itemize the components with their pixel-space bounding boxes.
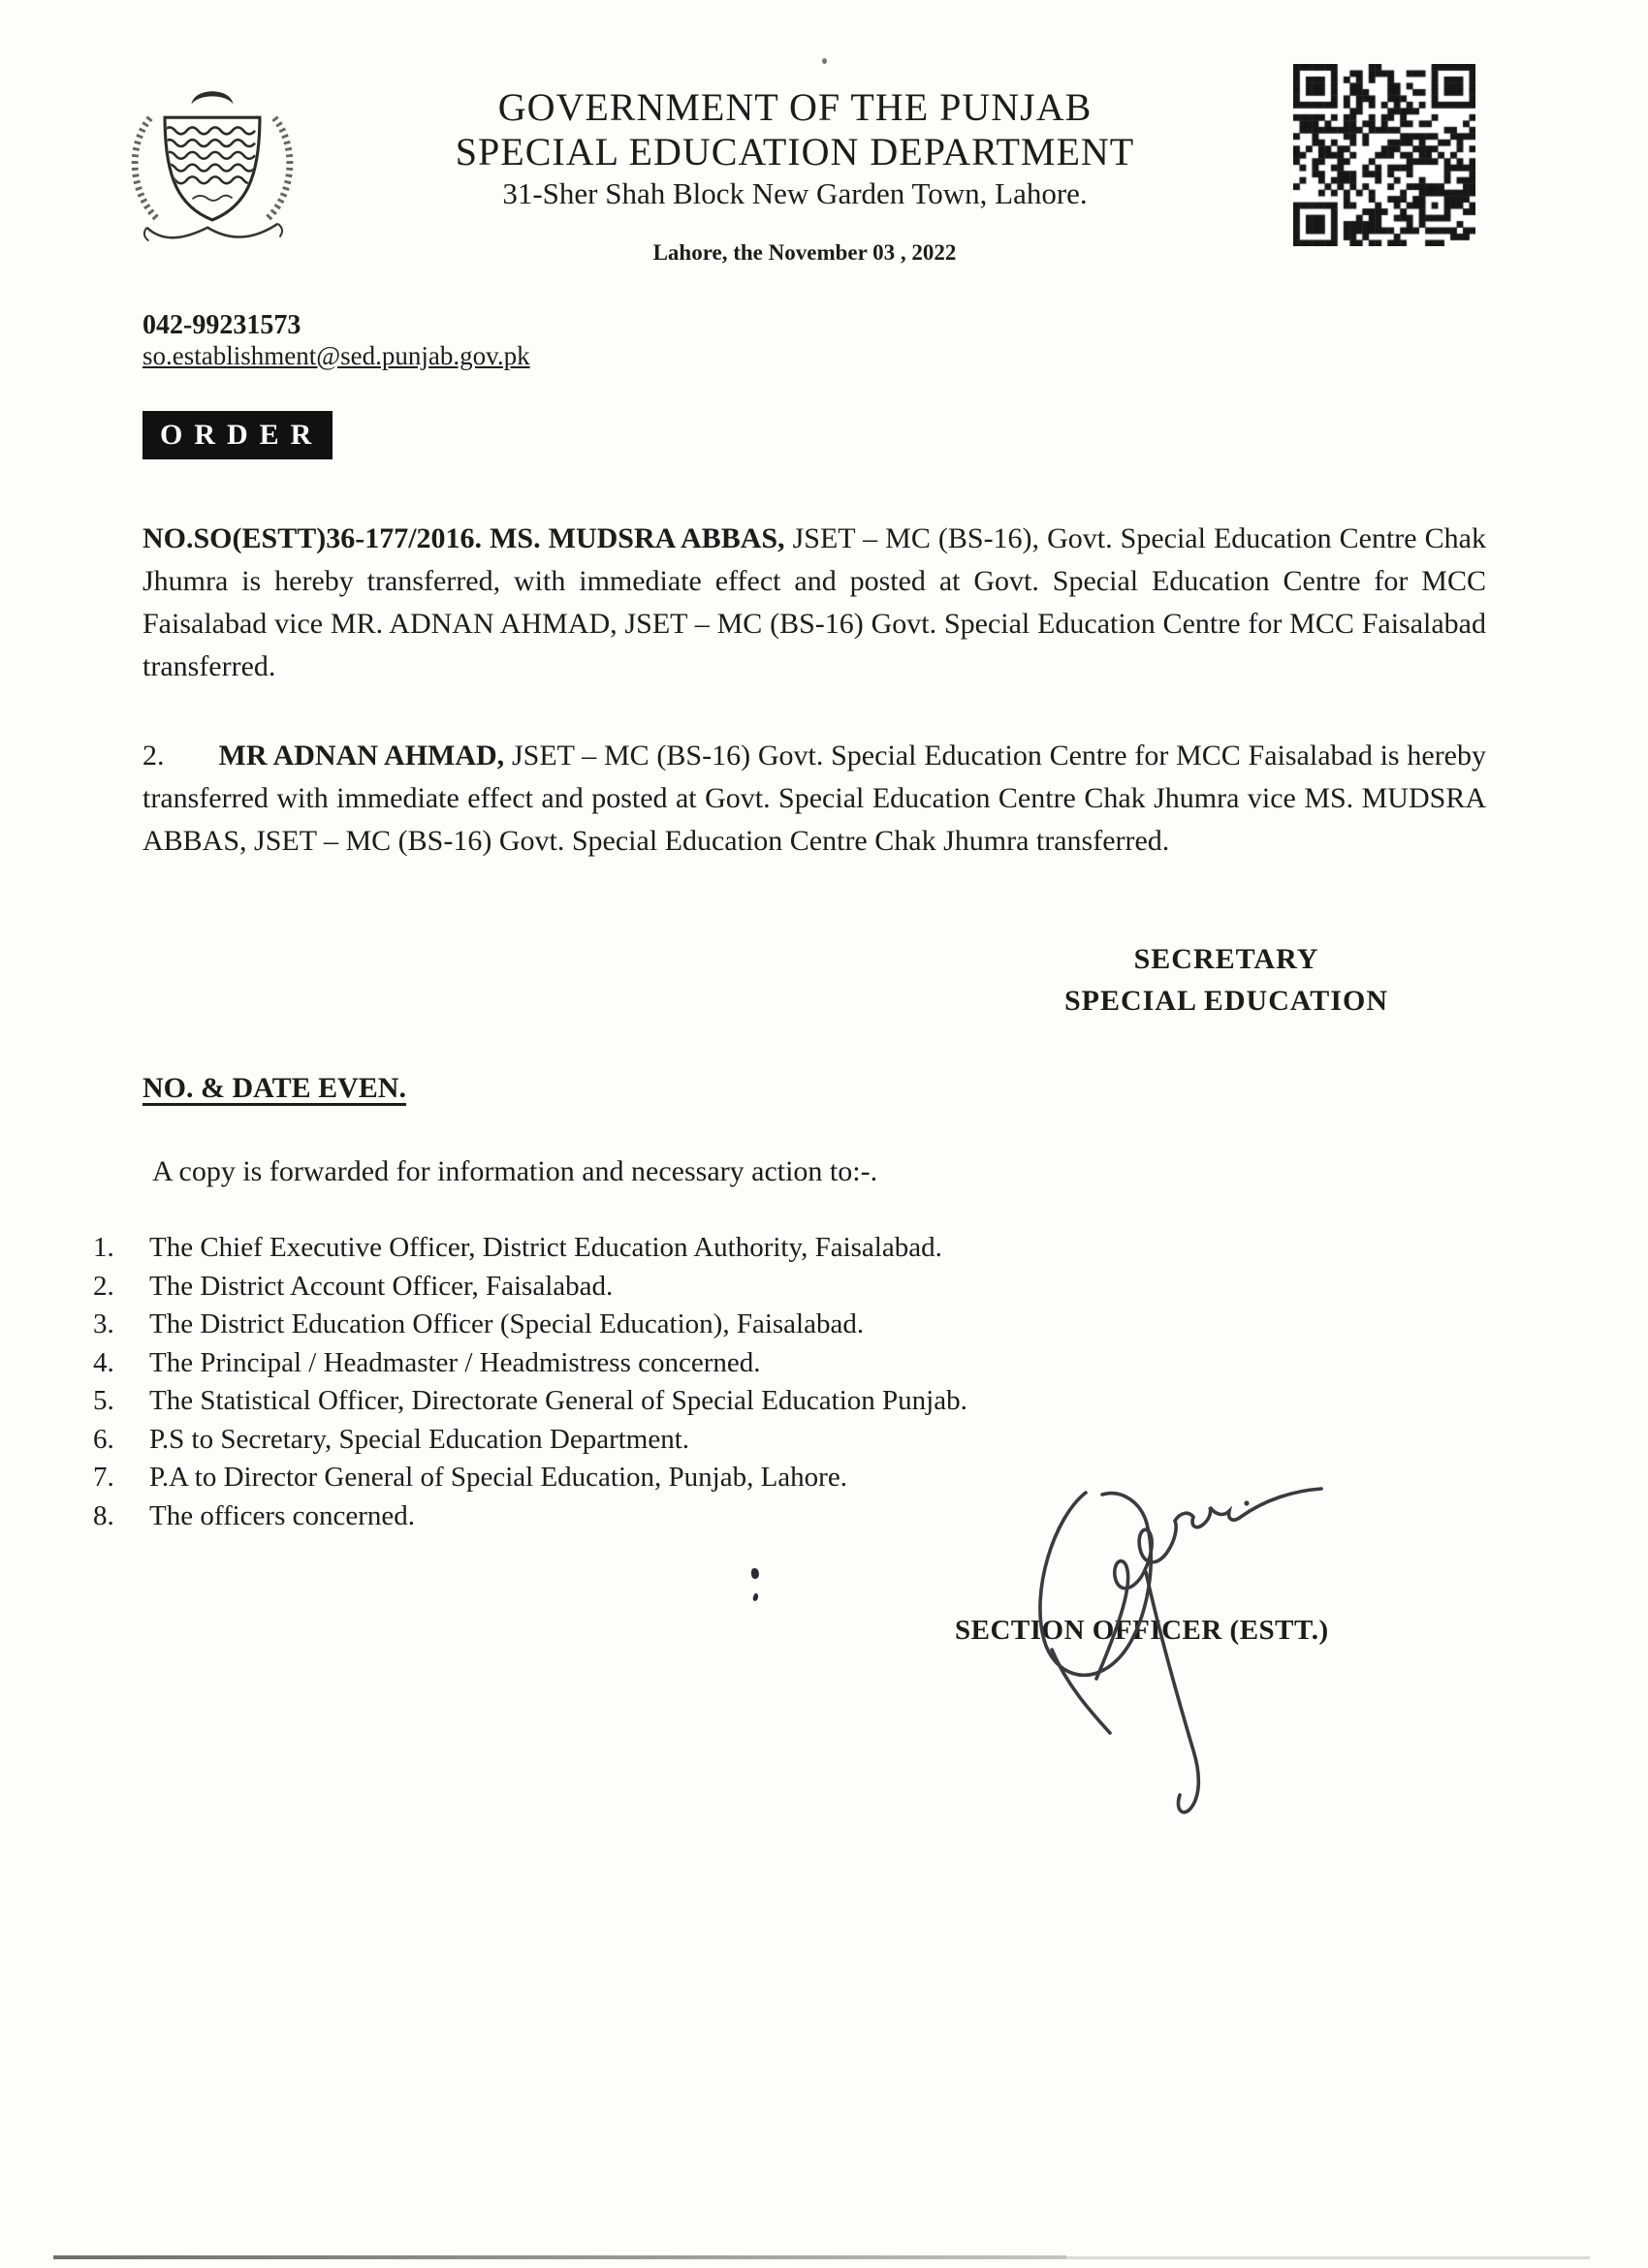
punjab-crest-logo	[122, 83, 302, 258]
signatory-title: SECRETARY	[1133, 943, 1319, 975]
handwritten-signature	[955, 1485, 1372, 1845]
para2-body: JSET – MC (BS-16) Govt. Special Education Centre for MCC Faisalabad is hereby transferred with immediate effect and posted at Govt. Special Education Centre Chak Jhumra vice MS. MUDSRA ABBAS, JSET – MC (BS-16) Govt. Special Education Centre Chak Jhumra transferred.	[143, 740, 1487, 857]
order-heading: ORDER	[143, 411, 333, 459]
signatory-block	[1037, 938, 1415, 1022]
cc-item: P.A to Director General of Special Education, Punjab, Lahore.	[149, 1462, 847, 1493]
cc-item: The Principal / Headmaster / Headmistress concerned.	[149, 1346, 761, 1378]
cc-item: The officers concerned.	[149, 1499, 416, 1531]
officer-title: SECTION OFFICER (ESTT.)	[955, 1615, 1329, 1646]
org-name-line1: GOVERNMENT OF THE PUNJAB	[497, 85, 1093, 129]
order-paragraph-1	[143, 518, 1486, 688]
wreath-right	[269, 117, 290, 218]
wreath-left	[135, 117, 156, 218]
qr-code	[1293, 64, 1475, 246]
phone-number: 042-99231573	[143, 310, 301, 340]
cc-item: P.S to Secretary, Special Education Department.	[149, 1423, 690, 1455]
ribbon	[146, 224, 277, 237]
cc-item: The District Account Officer, Faisalabad.	[149, 1270, 614, 1302]
org-name-line2: SPECIAL EDUCATION DEPARTMENT	[455, 130, 1135, 173]
para2-name: MR ADNAN AHMAD,	[218, 740, 505, 772]
para1-reference-and-name: NO.SO(ESTT)36-177/2016. MS. MUDSRA ABBAS,	[143, 522, 785, 554]
reference-line: NO. & DATE EVEN.	[143, 1072, 406, 1104]
para1-body: JSET – MC (BS-16), Govt. Special Education Centre Chak Jhumra is hereby transferred, with immediate effect and posted at Govt. Special Education Centre for MCC Faisalabad vice MR. ADNAN AHMAD, JSET – MC (BS-16) Govt. Special Education Centre for MCC Faisalabad transferred.	[143, 522, 1486, 682]
org-address: 31-Sher Shah Block New Garden Town, Lahore.	[502, 176, 1088, 210]
scan-edge-artifact-light	[1066, 2256, 1590, 2259]
cc-item: The Chief Executive Officer, District Education Authority, Faisalabad.	[149, 1232, 942, 1263]
email-address: so.establishment@sed.punjab.gov.pk	[143, 341, 530, 370]
ink-mark	[750, 1568, 760, 1607]
wavy-lines	[164, 127, 255, 183]
crescent-icon	[191, 91, 233, 104]
forwarding-line: A copy is forwarded for information and necessary action to:-.	[152, 1155, 878, 1187]
scan-speck	[822, 58, 827, 64]
cc-item: The District Education Officer (Special Education), Faisalabad.	[149, 1308, 865, 1339]
calligraphy-mark	[192, 196, 232, 201]
order-paragraph-2	[143, 735, 1486, 863]
scan-edge-artifact	[53, 2255, 1066, 2259]
date-line: Lahore, the November 03 , 2022	[652, 240, 957, 265]
para2-number: 2.	[143, 740, 165, 772]
signatory-department: SPECIAL EDUCATION	[1063, 985, 1388, 1017]
letterhead	[407, 85, 1183, 213]
cc-item: The Statistical Officer, Directorate General of Special Education Punjab.	[149, 1385, 967, 1416]
